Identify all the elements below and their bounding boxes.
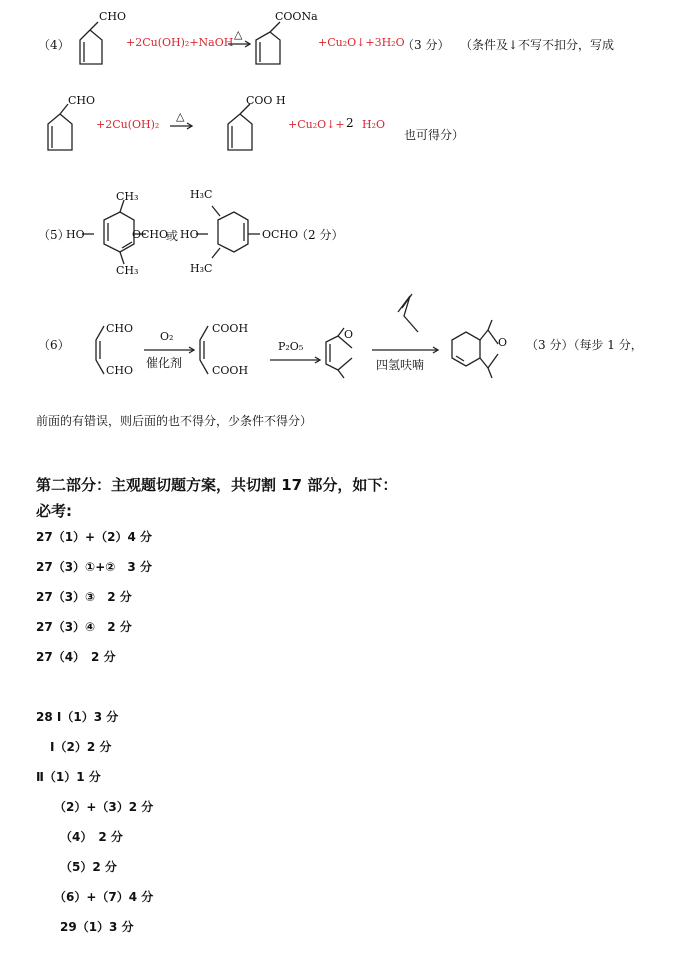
- q5-ho-1: HO: [66, 228, 85, 241]
- list-item: （5）2 分: [60, 860, 117, 874]
- list-item: 27（3）④ 2 分: [36, 620, 132, 634]
- furoic-acid-structure: [222, 102, 262, 156]
- q6-catalyst: 催化剂: [146, 356, 183, 370]
- list-item: 27（4） 2 分: [36, 650, 116, 664]
- reaction-arrow-icon-3: [144, 346, 196, 354]
- furoate-structure: [250, 20, 290, 70]
- part2-heading: 第二部分：主观题切题方案，共切割 17 部分，如下：: [36, 476, 398, 494]
- q6-cho-top: CHO: [106, 322, 134, 335]
- q4b-cho-text: CHO: [68, 94, 96, 107]
- q4-product-group: COONa: [275, 10, 318, 23]
- q6-p2o5: P₂O₅: [278, 340, 304, 353]
- q4b-delta: △: [176, 110, 185, 123]
- q6-cooh-top: COOH: [212, 322, 249, 335]
- q5-h3c-bottom: H₃C: [190, 262, 213, 275]
- q4-note: （条件及↓不写不扣分，写成: [460, 38, 615, 52]
- q6-score: （3 分）（每步 1 分，: [526, 338, 643, 352]
- list-item: 27（1）+（2）4 分: [36, 530, 152, 544]
- q4b-water: H₂O: [362, 118, 386, 131]
- q5-or: 或: [166, 229, 179, 243]
- list-item: （4） 2 分: [60, 830, 123, 844]
- list-item: （2）+（3）2 分: [54, 800, 154, 814]
- list-item: （6）+（7）4 分: [54, 890, 154, 904]
- q5-ch3-top: CH₃: [116, 190, 139, 203]
- q4b-product-group: COO H: [246, 94, 286, 107]
- q6-note: 前面的有错误，则后面的也不得分，少条件不得分）: [36, 414, 313, 428]
- reaction-arrow-icon-5: [372, 346, 440, 354]
- q5-ho-2: HO: [180, 228, 199, 241]
- q4b-byproducts: +Cu₂O↓+: [288, 118, 345, 131]
- q4b-coef: 2: [346, 116, 354, 130]
- q5-label: （5）: [38, 228, 70, 242]
- reaction-arrow-icon: [228, 40, 252, 48]
- list-item: 27（3）①+② 3 分: [36, 560, 152, 574]
- q4-reagent: +2Cu(OH)₂+NaOH: [126, 36, 234, 49]
- list-item: 29（1）3 分: [60, 920, 134, 934]
- q6-solvent: 四氢呋喃: [376, 358, 425, 372]
- q4-label: （4）: [38, 38, 70, 52]
- q5-score: （2 分）: [296, 228, 344, 242]
- reaction-arrow-icon-2: [170, 122, 194, 130]
- q6-cooh-bottom: COOH: [212, 364, 249, 377]
- q5-ocho-2: OCHO: [262, 228, 299, 241]
- q4-delta: △: [234, 28, 243, 41]
- q6-label: （6）: [38, 338, 70, 352]
- list-item: Ⅰ（2）2 分: [50, 740, 112, 754]
- q6-o-ring: O: [344, 328, 354, 341]
- tetrahydrophthalic-anhydride-structure: [444, 314, 514, 384]
- butadiene-structure: [394, 292, 424, 338]
- list-item: 27（3）③ 2 分: [36, 590, 132, 604]
- q4b-note: 也可得分）: [404, 128, 465, 142]
- q4b-reagent: +2Cu(OH)₂: [96, 118, 160, 131]
- q4-cho-text: CHO: [99, 10, 127, 23]
- q5-ch3-bottom: CH₃: [116, 264, 139, 277]
- q6-o-ring-2: O: [498, 336, 508, 349]
- furfural-structure: [76, 20, 116, 70]
- q5-ocho-1: OCHO: [132, 228, 169, 241]
- q6-o2: O₂: [160, 330, 174, 343]
- q5-h3c-top: H₃C: [190, 188, 213, 201]
- q4-score: （3 分）: [402, 38, 450, 52]
- q4-byproducts: +Cu₂O↓+3H₂O: [318, 36, 405, 49]
- list-item: Ⅱ（1）1 分: [36, 770, 101, 784]
- furfural-structure-2: [44, 102, 84, 156]
- q6-cho-bottom: CHO: [106, 364, 134, 377]
- list-item: 28 Ⅰ（1）3 分: [36, 710, 119, 724]
- part2-required: 必考:: [36, 502, 72, 520]
- reaction-arrow-icon-4: [270, 356, 322, 364]
